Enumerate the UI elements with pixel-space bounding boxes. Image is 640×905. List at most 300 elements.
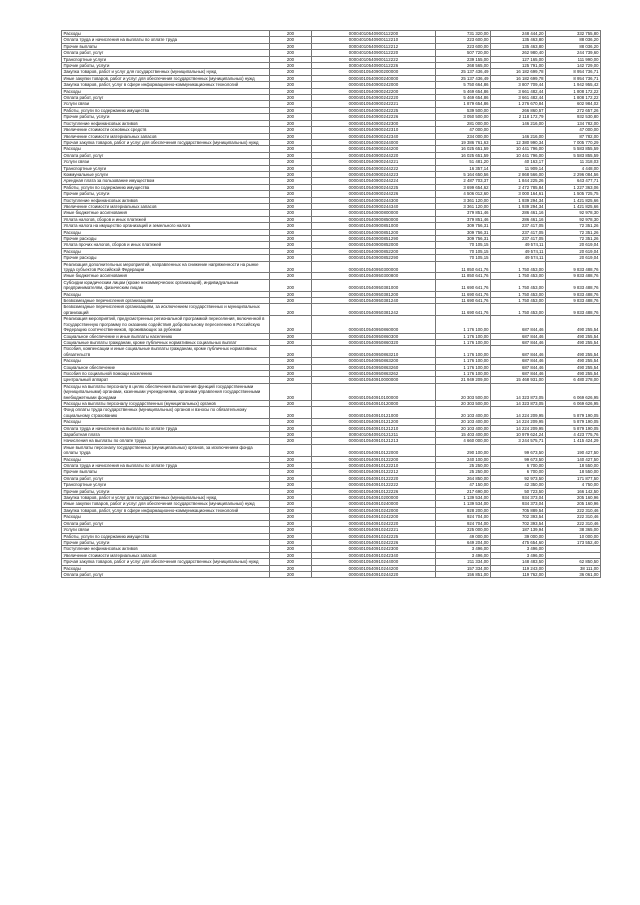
- line-name-cell: Транспортные услуги: [62, 165, 270, 171]
- budget-classification-code-cell: 00004010540900244223: [312, 171, 436, 177]
- unexecuted-amount-cell: 20 619,04: [546, 248, 601, 254]
- line-name-cell: Социальное обеспечение: [62, 364, 270, 370]
- executed-amount-cell: 687 844,46: [491, 339, 546, 345]
- executed-amount-cell: 14 224 209,95: [491, 419, 546, 425]
- line-code-cell: 200: [270, 31, 312, 37]
- unexecuted-amount-cell: 1 942 955,42: [546, 82, 601, 88]
- budget-classification-code-cell: 00004010540910122212: [312, 469, 436, 475]
- approved-amount-cell: 211 334,00: [436, 559, 491, 565]
- line-name-cell: Расходы: [62, 358, 270, 364]
- line-code-cell: 200: [270, 95, 312, 101]
- line-name-cell: Прочие расходы: [62, 255, 270, 261]
- budget-classification-code-cell: 00004010540910000000: [312, 377, 436, 383]
- unexecuted-amount-cell: 92 978,30: [546, 210, 601, 216]
- executed-amount-cell: 687 844,46: [491, 333, 546, 339]
- line-code-cell: 200: [270, 383, 312, 400]
- line-name-cell: Услуги связи: [62, 101, 270, 107]
- approved-amount-cell: 1 176 100,00: [436, 316, 491, 333]
- executed-amount-cell: 1 939 294,34: [491, 203, 546, 209]
- executed-amount-cell: 237 417,05: [491, 223, 546, 229]
- budget-classification-code-cell: 00004010540900244226: [312, 191, 436, 197]
- budget-classification-code-cell: 00004010540900244300: [312, 197, 436, 203]
- line-code-cell: 200: [270, 50, 312, 56]
- executed-amount-cell: 6 700,00: [491, 469, 546, 475]
- line-code-cell: 200: [270, 482, 312, 488]
- budget-classification-code-cell: 00004010540900244200: [312, 146, 436, 152]
- line-code-cell: 200: [270, 364, 312, 370]
- line-code-cell: 200: [270, 197, 312, 203]
- executed-amount-cell: 286 461,16: [491, 210, 546, 216]
- executed-amount-cell: 1 750 453,00: [491, 298, 546, 304]
- line-code-cell: 200: [270, 127, 312, 133]
- budget-classification-code-cell: 00004010540910242221: [312, 527, 436, 533]
- line-code-cell: 200: [270, 425, 312, 431]
- unexecuted-amount-cell: 166 142,50: [546, 488, 601, 494]
- approved-amount-cell: 379 851,46: [436, 216, 491, 222]
- line-name-cell: Услуги связи: [62, 159, 270, 165]
- budget-classification-code-cell: 00004010540950860000: [312, 316, 436, 333]
- line-code-cell: 200: [270, 400, 312, 406]
- executed-amount-cell: 50 723,50: [491, 488, 546, 494]
- unexecuted-amount-cell: 5 879 190,05: [546, 425, 601, 431]
- line-name-cell: Пособия, компенсации и иные социальные выплаты гражданам, кроме публичных нормативных обязательств: [62, 346, 270, 358]
- approved-amount-cell: 16 357,14: [436, 165, 491, 171]
- approved-amount-cell: 11 690 641,76: [436, 291, 491, 297]
- unexecuted-amount-cell: 1 227 363,06: [546, 184, 601, 190]
- budget-classification-code-cell: 00004010540910122220: [312, 475, 436, 481]
- budget-classification-code-cell: 00004010540950863210: [312, 346, 436, 358]
- unexecuted-amount-cell: 9 833 488,76: [546, 273, 601, 279]
- approved-amount-cell: 1 176 100,00: [436, 370, 491, 376]
- line-code-cell: 200: [270, 82, 312, 88]
- approved-amount-cell: 3 361 120,00: [436, 197, 491, 203]
- line-name-cell: Оплата труда и начисления на выплаты по оплате труда: [62, 425, 270, 431]
- line-code-cell: 200: [270, 279, 312, 291]
- line-name-cell: Коммунальные услуги: [62, 171, 270, 177]
- line-code-cell: 200: [270, 159, 312, 165]
- approved-amount-cell: 20 303 500,00: [436, 383, 491, 400]
- budget-classification-code-cell: 00004010540950863260: [312, 364, 436, 370]
- budget-classification-code-cell: 00004010540910122210: [312, 463, 436, 469]
- table-row: [62, 316, 601, 333]
- line-code-cell: 200: [270, 495, 312, 501]
- line-code-cell: 200: [270, 407, 312, 419]
- approved-amount-cell: 1 879 654,86: [436, 101, 491, 107]
- line-code-cell: 200: [270, 191, 312, 197]
- line-name-cell: Транспортные услуги: [62, 482, 270, 488]
- line-name-cell: Расходы: [62, 146, 270, 152]
- unexecuted-amount-cell: 8 954 736,71: [546, 69, 601, 75]
- line-name-cell: Пособия по социальной помощи населению: [62, 370, 270, 376]
- line-name-cell: Оплата труда и начисления на выплаты по оплате труда: [62, 463, 270, 469]
- executed-amount-cell: 99 673,50: [491, 456, 546, 462]
- unexecuted-amount-cell: 602 984,02: [546, 101, 601, 107]
- line-name-cell: Иные закупки товаров, работ и услуг для обеспечения государственных (муниципальных) нужд: [62, 75, 270, 81]
- line-code-cell: 200: [270, 255, 312, 261]
- line-name-cell: Безвозмездные перечисления организациям: [62, 298, 270, 304]
- budget-classification-code-cell: 00004010540910100000: [312, 383, 436, 400]
- approved-amount-cell: 5 469 654,86: [436, 95, 491, 101]
- approved-amount-cell: 1 139 534,00: [436, 501, 491, 507]
- executed-amount-cell: 687 844,46: [491, 316, 546, 333]
- budget-classification-code-cell: 00004010540900112210: [312, 37, 436, 43]
- approved-amount-cell: 25 250,00: [436, 463, 491, 469]
- unexecuted-amount-cell: 11 318,03: [546, 159, 601, 165]
- line-code-cell: 200: [270, 152, 312, 158]
- executed-amount-cell: 1 276 670,84: [491, 101, 546, 107]
- unexecuted-amount-cell: 244 739,60: [546, 50, 601, 56]
- unexecuted-amount-cell: 932 530,80: [546, 114, 601, 120]
- budget-classification-code-cell: 00004010540950860300: [312, 333, 436, 339]
- budget-classification-code-cell: 00004010540900242200: [312, 88, 436, 94]
- line-code-cell: 200: [270, 63, 312, 69]
- approved-amount-cell: 309 756,31: [436, 229, 491, 235]
- unexecuted-amount-cell: 205 160,96: [546, 495, 601, 501]
- budget-classification-code-cell: 00004010540900244225: [312, 184, 436, 190]
- unexecuted-amount-cell: 490 255,54: [546, 358, 601, 364]
- line-name-cell: Закупка товаров, работ и услуг для государственных (муниципальных) нужд: [62, 495, 270, 501]
- budget-classification-code-cell: 00004010540950300000: [312, 261, 436, 273]
- unexecuted-amount-cell: 5 583 855,59: [546, 152, 601, 158]
- executed-amount-cell: 3 807 709,44: [491, 82, 546, 88]
- unexecuted-amount-cell: 1 421 825,66: [546, 197, 601, 203]
- approved-amount-cell: 507 720,00: [436, 50, 491, 56]
- line-name-cell: Расходы на выплаты персоналу в целях обеспечения выполнения функций государственными (муниципальными) органами, казенными учреждениями, органами управления государственными внебюджетными фондами: [62, 383, 270, 400]
- unexecuted-amount-cell: 332 755,80: [546, 31, 601, 37]
- unexecuted-amount-cell: 190 427,50: [546, 444, 601, 456]
- budget-classification-code-cell: 00004010540910120000: [312, 400, 436, 406]
- executed-amount-cell: 16 182 699,78: [491, 75, 546, 81]
- executed-amount-cell: 237 417,05: [491, 236, 546, 242]
- budget-classification-code-cell: 00004010540950381242: [312, 304, 436, 316]
- approved-amount-cell: 70 105,15: [436, 242, 491, 248]
- unexecuted-amount-cell: 6 069 626,95: [546, 400, 601, 406]
- approved-amount-cell: 290 100,00: [436, 444, 491, 456]
- budget-classification-code-cell: 00004010540900242000: [312, 82, 436, 88]
- line-name-cell: Оплата труда и начисления на выплаты по оплате труда: [62, 37, 270, 43]
- budget-classification-code-cell: 00004010540910244220: [312, 571, 436, 577]
- budget-classification-code-cell: 00004010540900851000: [312, 223, 436, 229]
- executed-amount-cell: 40 163,17: [491, 159, 546, 165]
- line-code-cell: 200: [270, 298, 312, 304]
- executed-amount-cell: 10 979 624,24: [491, 432, 546, 438]
- unexecuted-amount-cell: 9 833 488,76: [546, 298, 601, 304]
- line-code-cell: 200: [270, 527, 312, 533]
- line-name-cell: Оплата работ, услуг: [62, 571, 270, 577]
- line-code-cell: 200: [270, 463, 312, 469]
- unexecuted-amount-cell: 72 351,26: [546, 236, 601, 242]
- approved-amount-cell: 239 155,00: [436, 56, 491, 62]
- budget-classification-code-cell: 00004010540900242221: [312, 101, 436, 107]
- line-code-cell: 200: [270, 469, 312, 475]
- unexecuted-amount-cell: 490 255,54: [546, 370, 601, 376]
- line-name-cell: Поступление нефинансовых активов: [62, 120, 270, 126]
- line-code-cell: 200: [270, 146, 312, 152]
- line-name-cell: Работы, услуги по содержанию имущества: [62, 533, 270, 539]
- approved-amount-cell: 1 176 100,00: [436, 364, 491, 370]
- executed-amount-cell: 1 750 453,00: [491, 273, 546, 279]
- line-code-cell: 200: [270, 184, 312, 190]
- approved-amount-cell: 3 496,00: [436, 546, 491, 552]
- unexecuted-amount-cell: 38 111,00: [546, 565, 601, 571]
- line-code-cell: 200: [270, 229, 312, 235]
- approved-amount-cell: 20 103 400,00: [436, 407, 491, 419]
- budget-classification-code-cell: 00004010540910244000: [312, 559, 436, 565]
- executed-amount-cell: 702 393,54: [491, 514, 546, 520]
- approved-amount-cell: 47 000,00: [436, 127, 491, 133]
- line-name-cell: Прочие выплаты: [62, 469, 270, 475]
- unexecuted-amount-cell: 9 833 488,76: [546, 279, 601, 291]
- unexecuted-amount-cell: 36 061,00: [546, 571, 601, 577]
- line-name-cell: Закупка товаров, работ, услуг в сфере информационно-коммуникационных технологий: [62, 507, 270, 513]
- executed-amount-cell: 11 909,14: [491, 165, 546, 171]
- executed-amount-cell: 1 939 294,34: [491, 197, 546, 203]
- approved-amount-cell: 234 000,00: [436, 133, 491, 139]
- approved-amount-cell: 11 690 641,76: [436, 298, 491, 304]
- line-name-cell: Расходы: [62, 229, 270, 235]
- executed-amount-cell: 3 496,00: [491, 552, 546, 558]
- line-code-cell: 200: [270, 565, 312, 571]
- unexecuted-amount-cell: 111 990,00: [546, 56, 601, 62]
- unexecuted-amount-cell: 490 255,54: [546, 346, 601, 358]
- approved-amount-cell: 16 025 651,59: [436, 152, 491, 158]
- unexecuted-amount-cell: 222 310,46: [546, 514, 601, 520]
- budget-classification-code-cell: 00004010540910242300: [312, 546, 436, 552]
- approved-amount-cell: 309 756,31: [436, 236, 491, 242]
- line-name-cell: Заработная плата: [62, 432, 270, 438]
- expenses-table-body: [62, 31, 601, 578]
- approved-amount-cell: 223 600,00: [436, 43, 491, 49]
- unexecuted-amount-cell: 18 550,00: [546, 463, 601, 469]
- unexecuted-amount-cell: 4 448,00: [546, 165, 601, 171]
- line-name-cell: Субсидии юридическим лицам (кроме некоммерческих организаций), индивидуальным предпринимателям, физическим лицам: [62, 279, 270, 291]
- approved-amount-cell: 11 690 641,76: [436, 304, 491, 316]
- line-code-cell: 200: [270, 559, 312, 565]
- line-code-cell: 200: [270, 419, 312, 425]
- line-code-cell: 200: [270, 37, 312, 43]
- line-name-cell: Поступление нефинансовых активов: [62, 546, 270, 552]
- line-name-cell: Реализация дополнительных мероприятий, направленных на снижение напряженности на рынке труда субъектов Российской Федерации: [62, 261, 270, 273]
- budget-classification-code-cell: 00004010540900852200: [312, 248, 436, 254]
- approved-amount-cell: 924 704,00: [436, 514, 491, 520]
- line-code-cell: 200: [270, 571, 312, 577]
- approved-amount-cell: 70 105,15: [436, 248, 491, 254]
- executed-amount-cell: 119 762,00: [491, 571, 546, 577]
- line-code-cell: 200: [270, 507, 312, 513]
- approved-amount-cell: 3 050 500,00: [436, 114, 491, 120]
- budget-classification-code-cell: 00004010540900242300: [312, 120, 436, 126]
- line-code-cell: 200: [270, 261, 312, 273]
- table-row: [62, 304, 601, 316]
- line-code-cell: 200: [270, 539, 312, 545]
- line-name-cell: Фонд оплаты труда государственных (муниципальных) органов и взносы по обязательному социальному страхованию: [62, 407, 270, 419]
- unexecuted-amount-cell: 1 421 825,66: [546, 203, 601, 209]
- unexecuted-amount-cell: 38 365,00: [546, 527, 601, 533]
- budget-classification-code-cell: 00004010540900244220: [312, 152, 436, 158]
- approved-amount-cell: 11 850 641,76: [436, 261, 491, 273]
- unexecuted-amount-cell: 173 552,40: [546, 539, 601, 545]
- line-name-cell: Увеличение стоимости материальных запасов: [62, 133, 270, 139]
- line-code-cell: 200: [270, 101, 312, 107]
- line-code-cell: 200: [270, 456, 312, 462]
- line-code-cell: 200: [270, 88, 312, 94]
- budget-classification-code-cell: 00004010540950381240: [312, 298, 436, 304]
- budget-classification-code-cell: 00004010540910121213: [312, 438, 436, 444]
- unexecuted-amount-cell: 88 036,20: [546, 43, 601, 49]
- approved-amount-cell: 924 704,00: [436, 520, 491, 526]
- line-name-cell: Работы, услуги по содержанию имущества: [62, 107, 270, 113]
- unexecuted-amount-cell: 222 310,46: [546, 520, 601, 526]
- budget-classification-code-cell: 00004010540900244340: [312, 203, 436, 209]
- approved-amount-cell: 3 699 654,62: [436, 184, 491, 190]
- approved-amount-cell: 70 105,15: [436, 255, 491, 261]
- executed-amount-cell: 16 182 699,78: [491, 69, 546, 75]
- unexecuted-amount-cell: 142 729,00: [546, 63, 601, 69]
- budget-classification-code-cell: 00004010540900112200: [312, 31, 436, 37]
- approved-amount-cell: 49 000,00: [436, 533, 491, 539]
- unexecuted-amount-cell: 490 255,54: [546, 333, 601, 339]
- approved-amount-cell: 157 334,00: [436, 565, 491, 571]
- executed-amount-cell: 15 468 931,00: [491, 377, 546, 383]
- unexecuted-amount-cell: 1 808 172,22: [546, 88, 601, 94]
- line-code-cell: 200: [270, 133, 312, 139]
- budget-classification-code-cell: 00004010540910242200: [312, 514, 436, 520]
- line-code-cell: 200: [270, 43, 312, 49]
- executed-amount-cell: 1 750 453,00: [491, 261, 546, 273]
- executed-amount-cell: 135 463,80: [491, 43, 546, 49]
- approved-amount-cell: 20 303 500,00: [436, 400, 491, 406]
- executed-amount-cell: 934 373,04: [491, 495, 546, 501]
- unexecuted-amount-cell: 9 833 488,76: [546, 261, 601, 273]
- unexecuted-amount-cell: 88 036,20: [546, 37, 601, 43]
- executed-amount-cell: 146 216,00: [491, 120, 546, 126]
- line-code-cell: 200: [270, 273, 312, 279]
- unexecuted-amount-cell: 9 833 488,76: [546, 304, 601, 316]
- unexecuted-amount-cell: 10 000,00: [546, 533, 601, 539]
- unexecuted-amount-cell: 7 005 770,29: [546, 139, 601, 145]
- unexecuted-amount-cell: 140 427,50: [546, 456, 601, 462]
- line-name-cell: Прочие работы, услуги: [62, 191, 270, 197]
- unexecuted-amount-cell: 171 877,50: [546, 475, 601, 481]
- budget-classification-code-cell: 00004010540910122226: [312, 488, 436, 494]
- executed-amount-cell: 14 224 209,95: [491, 425, 546, 431]
- executed-amount-cell: 10 441 796,00: [491, 152, 546, 158]
- budget-classification-code-cell: 00004010540910122000: [312, 444, 436, 456]
- executed-amount-cell: 262 980,40: [491, 50, 546, 56]
- budget-classification-code-cell: 00004010540950300800: [312, 273, 436, 279]
- unexecuted-amount-cell: 643 477,71: [546, 178, 601, 184]
- line-name-cell: Прочая закупка товаров, работ и услуг для обеспечения государственных (муниципальных) нужд: [62, 559, 270, 565]
- budget-classification-code-cell: 00004010540910242000: [312, 507, 436, 513]
- unexecuted-amount-cell: 490 255,54: [546, 364, 601, 370]
- budget-classification-code-cell: 00004010540900240000: [312, 75, 436, 81]
- unexecuted-amount-cell: 87 782,00: [546, 133, 601, 139]
- approved-amount-cell: 156 851,00: [436, 571, 491, 577]
- budget-classification-code-cell: 00004010540950863200: [312, 358, 436, 364]
- line-name-cell: Расходы на выплаты персоналу государственных (муниципальных) органов: [62, 400, 270, 406]
- executed-amount-cell: 135 463,80: [491, 37, 546, 43]
- budget-classification-code-cell: 00004010540910244200: [312, 565, 436, 571]
- approved-amount-cell: 649 204,00: [436, 539, 491, 545]
- budget-classification-code-cell: 00004010540910242225: [312, 533, 436, 539]
- approved-amount-cell: 25 137 436,49: [436, 75, 491, 81]
- line-name-cell: Центральный аппарат: [62, 377, 270, 383]
- approved-amount-cell: 51 481,20: [436, 159, 491, 165]
- line-code-cell: 200: [270, 346, 312, 358]
- line-name-cell: Увеличение стоимости основных средств: [62, 127, 270, 133]
- budget-classification-code-cell: 00004010540900244000: [312, 139, 436, 145]
- table-row: [62, 407, 601, 419]
- executed-amount-cell: 702 393,54: [491, 520, 546, 526]
- executed-amount-cell: 148 483,50: [491, 559, 546, 565]
- approved-amount-cell: 1 176 100,00: [436, 346, 491, 358]
- line-code-cell: 200: [270, 171, 312, 177]
- approved-amount-cell: 5 750 664,86: [436, 82, 491, 88]
- budget-classification-code-cell: 00004010540900242340: [312, 133, 436, 139]
- budget-classification-code-cell: 00004010540910242226: [312, 539, 436, 545]
- executed-amount-cell: 266 860,57: [491, 107, 546, 113]
- line-code-cell: 200: [270, 488, 312, 494]
- line-name-cell: Расходы: [62, 88, 270, 94]
- approved-amount-cell: 309 756,31: [436, 223, 491, 229]
- executed-amount-cell: 1 844 225,26: [491, 178, 546, 184]
- executed-amount-cell: 49 574,11: [491, 242, 546, 248]
- unexecuted-amount-cell: 5 879 190,05: [546, 407, 601, 419]
- line-code-cell: 200: [270, 339, 312, 345]
- table-row: [62, 571, 601, 577]
- executed-amount-cell: 286 461,16: [491, 216, 546, 222]
- executed-amount-cell: 3 244 575,71: [491, 438, 546, 444]
- budget-classification-code-cell: 00004010540910122200: [312, 456, 436, 462]
- approved-amount-cell: 379 851,46: [436, 210, 491, 216]
- line-name-cell: Иные закупки товаров, работ и услуг для обеспечения государственных (муниципальных) нужд: [62, 501, 270, 507]
- executed-amount-cell: 2 868 566,00: [491, 171, 546, 177]
- unexecuted-amount-cell: 5 879 190,05: [546, 419, 601, 425]
- line-name-cell: Иные выплаты персоналу государственных (муниципальных) органов, за исключением фонда оплаты труда: [62, 444, 270, 456]
- executed-amount-cell: 125 791,00: [491, 63, 546, 69]
- approved-amount-cell: 217 690,00: [436, 488, 491, 494]
- line-code-cell: 200: [270, 56, 312, 62]
- line-name-cell: Расходы: [62, 565, 270, 571]
- unexecuted-amount-cell: 4 750,00: [546, 482, 601, 488]
- line-name-cell: Расходы: [62, 514, 270, 520]
- line-name-cell: Закупка товаров, работ, услуг в сфере информационно-коммуникационных технологий: [62, 82, 270, 88]
- line-name-cell: Прочая закупка товаров, работ и услуг для обеспечения государственных (муниципальных) нужд: [62, 139, 270, 145]
- line-code-cell: 200: [270, 546, 312, 552]
- executed-amount-cell: 3 000 164,61: [491, 191, 546, 197]
- line-code-cell: 200: [270, 107, 312, 113]
- executed-amount-cell: 3 661 482,44: [491, 95, 546, 101]
- line-name-cell: Уплата налогов, сборов и иных платежей: [62, 216, 270, 222]
- approved-amount-cell: 47 150,00: [436, 482, 491, 488]
- line-code-cell: 200: [270, 236, 312, 242]
- budget-classification-code-cell: 00004010540910121211: [312, 432, 436, 438]
- line-name-cell: Прочие выплаты: [62, 43, 270, 49]
- executed-amount-cell: 92 973,50: [491, 475, 546, 481]
- budget-classification-code-cell: 00004010540910200000: [312, 495, 436, 501]
- budget-classification-code-cell: 00004010540900112212: [312, 43, 436, 49]
- line-name-cell: Прочие работы, услуги: [62, 114, 270, 120]
- unexecuted-amount-cell: 47 000,00: [546, 127, 601, 133]
- line-code-cell: 200: [270, 316, 312, 333]
- line-name-cell: Расходы: [62, 31, 270, 37]
- budget-classification-code-cell: 00004010540900242225: [312, 107, 436, 113]
- budget-classification-code-cell: 00004010540910122222: [312, 482, 436, 488]
- approved-amount-cell: 11 690 641,76: [436, 279, 491, 291]
- budget-classification-code-cell: 00004010540900800000: [312, 210, 436, 216]
- approved-amount-cell: 2 487 703,37: [436, 178, 491, 184]
- line-name-cell: Уплата налога на имущество организаций и земельного налога: [62, 223, 270, 229]
